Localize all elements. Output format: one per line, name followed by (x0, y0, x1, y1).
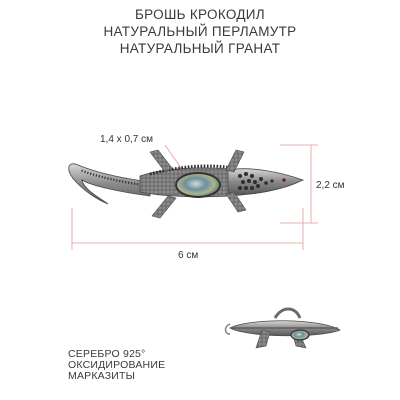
crocodile-brooch (69, 150, 303, 218)
brooch-side-view (226, 309, 341, 348)
spec-finish: ОКСИДИРОВАНИЕ (68, 359, 166, 371)
material-specs (68, 349, 165, 382)
spec-stones: МАРКАЗИТЫ (68, 370, 136, 382)
width-label: 6 см (178, 250, 199, 261)
height-label: 2,2 см (316, 180, 345, 191)
title-line-3: НАТУРАЛЬНЫЙ ГРАНАТ (119, 41, 281, 56)
inset-size-label: 1,4 x 0,7 см (100, 134, 154, 145)
garnet-eye (282, 178, 285, 181)
mother-of-pearl-inset (176, 173, 220, 197)
title-line-1: БРОШЬ КРОКОДИЛ (135, 7, 265, 22)
width-dimension (72, 208, 303, 250)
title-line-2: НАТУРАЛЬНЫЙ ПЕРЛАМУТР (103, 24, 297, 39)
spec-material: СЕРЕБРО 925° (68, 348, 146, 360)
